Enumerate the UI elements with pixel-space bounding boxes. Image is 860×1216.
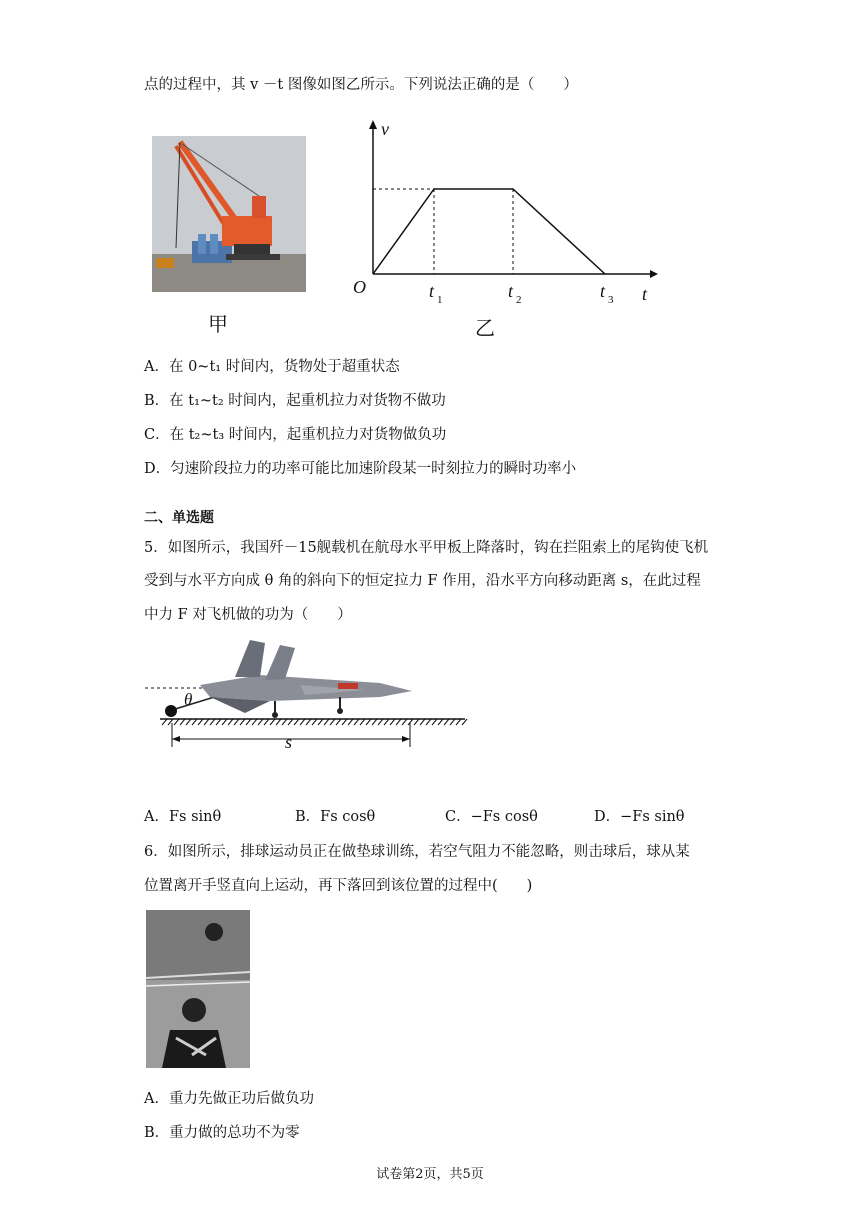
figure-caption-jia: 甲 bbox=[208, 312, 228, 336]
vt-graph bbox=[345, 115, 665, 305]
q6-line-2: 位置离开手竖直向上运动，再下落回到该位置的过程中( ) bbox=[144, 878, 533, 894]
t-axis-label: t bbox=[642, 284, 648, 304]
section-title: 二、单选题 bbox=[144, 510, 214, 526]
q4-option-c: C．在 t₂~t₃ 时间内，起重机拉力对货物做负功 bbox=[144, 427, 447, 443]
distance-label: s bbox=[285, 732, 293, 752]
t1-subscript: 1 bbox=[437, 294, 443, 305]
v-axis-arrow bbox=[369, 120, 377, 129]
t2-subscript: 2 bbox=[516, 294, 522, 305]
q5-option-c: C．−Fs cosθ bbox=[445, 809, 538, 825]
v-axis-label: v bbox=[381, 119, 389, 139]
t3-subscript: 3 bbox=[608, 294, 614, 305]
cable-anchor bbox=[165, 705, 177, 717]
q6-option-b: B．重力做的总功不为零 bbox=[144, 1125, 300, 1141]
crane-photo bbox=[152, 136, 306, 292]
q4-option-b: B．在 t₁~t₂ 时间内，起重机拉力对货物不做功 bbox=[144, 393, 446, 409]
jet-landing-figure bbox=[140, 635, 470, 755]
volleyball-photo bbox=[146, 910, 250, 1068]
q4-option-d: D．匀速阶段拉力的功率可能比加速阶段某一时刻拉力的瞬时功率小 bbox=[144, 461, 577, 477]
q6-option-a: A．重力先做正功后做负功 bbox=[144, 1091, 314, 1107]
t1-label: t bbox=[429, 281, 435, 301]
q6-line-1: 6．如图所示，排球运动员正在做垫球训练，若空气阻力不能忽略，则击球后，球从某 bbox=[144, 844, 690, 860]
figure-caption-yi: 乙 bbox=[475, 316, 495, 340]
t3-label: t bbox=[600, 281, 606, 301]
q5-option-d: D．−Fs sinθ bbox=[594, 809, 685, 825]
t2-label: t bbox=[508, 281, 514, 301]
velocity-curve bbox=[373, 189, 605, 274]
origin-label: O bbox=[353, 277, 366, 297]
q5-line-3: 中力 F 对飞机做的功为（ ） bbox=[144, 607, 352, 623]
q4-option-a: A．在 0~t₁ 时间内，货物处于超重状态 bbox=[144, 359, 400, 375]
t-axis-arrow bbox=[650, 270, 658, 278]
jet-icon bbox=[200, 640, 412, 718]
page-footer: 试卷第2页，共5页 bbox=[376, 1167, 484, 1182]
q5-option-b: B．Fs cosθ bbox=[295, 809, 376, 825]
q5-option-a: A．Fs sinθ bbox=[144, 809, 222, 825]
q5-line-2: 受到与水平方向成 θ 角的斜向下的恒定拉力 F 作用，沿水平方向移动距离 s，在此过程 bbox=[144, 573, 701, 589]
question-4-tail: 点的过程中，其 v －t 图像如图乙所示。下列说法正确的是（ ） bbox=[144, 77, 578, 93]
deck-hatching bbox=[162, 719, 467, 725]
q5-line-1: 5．如图所示，我国歼－15舰载机在航母水平甲板上降落时，钩在拦阻索上的尾钩使飞机 bbox=[144, 540, 709, 556]
theta-label: θ bbox=[184, 690, 193, 709]
